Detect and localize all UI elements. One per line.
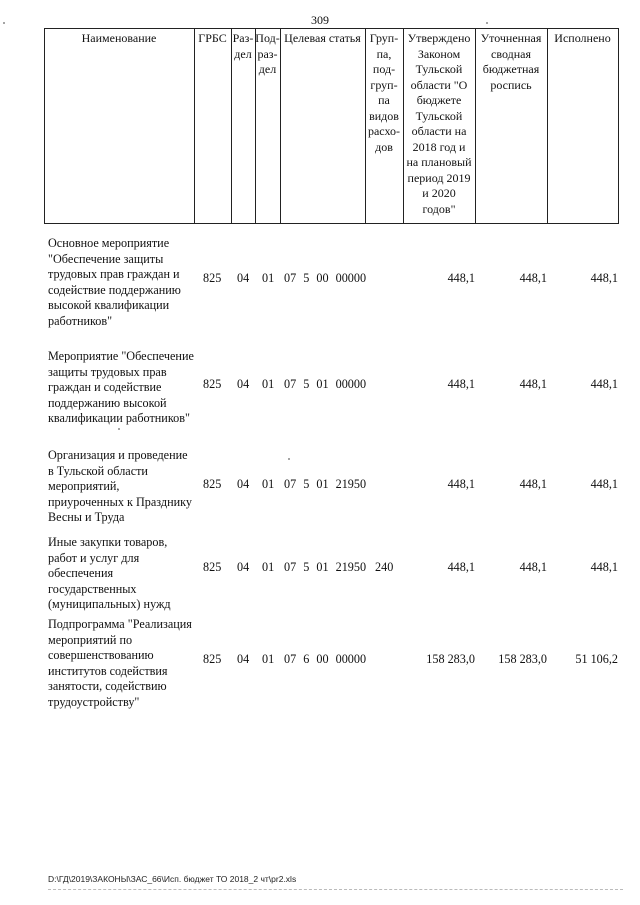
header-vr-line: Груп- xyxy=(369,31,399,45)
header-refined-line: Уточненная xyxy=(480,31,542,45)
row-executed: 51 106,2 xyxy=(575,652,618,666)
row-grbs: 825 xyxy=(203,652,222,666)
row-grbs: 825 xyxy=(203,560,222,574)
row-vr: 240 xyxy=(375,560,394,574)
row-name xyxy=(48,448,198,526)
header-vr xyxy=(365,31,403,155)
row-target: 07 5 01 21950 xyxy=(284,477,367,491)
header-podrazdel xyxy=(255,31,280,78)
row-refined: 448,1 xyxy=(519,477,547,491)
row-name-line: высокой квалификации xyxy=(48,298,170,313)
row-name-line: совершенствованию xyxy=(48,648,154,663)
row-name-line: трудоустройству" xyxy=(48,694,140,709)
header-vr-line: под- xyxy=(372,62,396,76)
header-refined xyxy=(475,31,547,93)
header-vr-line: расхо- xyxy=(367,124,401,138)
col-divider xyxy=(280,28,281,224)
header-approved-line: области на xyxy=(411,124,467,138)
header-approved-line: Тульской xyxy=(415,108,463,123)
row-target: 07 5 01 00000 xyxy=(284,377,367,391)
header-approved-line: и 2020 xyxy=(422,186,456,200)
row-name-line: (муниципальных) нужд xyxy=(48,597,171,612)
row-razdel: 04 xyxy=(237,377,250,391)
row-grbs: 825 xyxy=(203,271,222,285)
row-name-line: содействие поддержанию xyxy=(48,282,181,297)
row-name-line: Весны и Труда xyxy=(48,510,125,525)
row-name xyxy=(48,617,198,711)
header-vr-line: па xyxy=(378,93,390,107)
header-razdel-line: дел xyxy=(234,46,252,61)
row-name-line: мероприятий по xyxy=(48,632,133,647)
header-razdel-line: Раз- xyxy=(232,31,254,45)
row-name-line: работ и услуг для xyxy=(48,550,140,565)
row-podrazdel: 01 xyxy=(262,377,275,391)
row-razdel: 04 xyxy=(237,271,250,285)
page-number: 309 xyxy=(311,13,329,27)
header-approved-line: годов" xyxy=(422,201,456,216)
col-divider xyxy=(44,28,45,224)
row-target: 07 6 00 00000 xyxy=(284,652,367,666)
header-approved-line: 2018 год и xyxy=(412,139,466,154)
scan-speck xyxy=(118,428,120,430)
header-executed: Исполнено xyxy=(554,31,611,45)
row-approved: 448,1 xyxy=(447,560,475,574)
row-name-line: трудовых прав граждан и xyxy=(48,267,180,282)
scan-speck xyxy=(3,22,5,24)
header-approved-line: период 2019 xyxy=(407,170,471,185)
row-name-line: мероприятий, xyxy=(48,479,120,494)
row-name-line: занятости, содействию xyxy=(48,679,167,694)
row-approved: 448,1 xyxy=(447,271,475,285)
footer-divider xyxy=(48,889,623,890)
header-grbs: ГРБС xyxy=(198,31,227,45)
header-podrazdel-line: дел xyxy=(258,62,277,76)
header-target: Целевая статья xyxy=(284,31,361,45)
table-header xyxy=(44,28,619,224)
row-name xyxy=(48,535,198,613)
row-name-line: Мероприятие "Обеспечение xyxy=(48,349,194,363)
header-bottom-border xyxy=(44,223,619,224)
row-podrazdel: 01 xyxy=(262,652,275,666)
row-podrazdel: 01 xyxy=(262,477,275,491)
row-executed: 448,1 xyxy=(590,477,618,491)
header-vr-line: па, xyxy=(376,46,392,61)
row-name-line: Подпрограмма "Реализация xyxy=(48,617,192,631)
row-name-line: в Тульской области xyxy=(48,463,148,478)
row-target: 07 5 01 21950 xyxy=(284,560,367,574)
row-executed: 448,1 xyxy=(590,560,618,574)
row-refined: 448,1 xyxy=(519,560,547,574)
header-approved-line: Тульской xyxy=(415,62,463,76)
row-name xyxy=(48,349,198,427)
header-vr-line: дов xyxy=(375,139,393,154)
header-podrazdel-line: раз- xyxy=(257,46,278,61)
row-name-line: граждан и содействие xyxy=(48,380,162,395)
row-name-line: защиты трудовых прав xyxy=(48,364,167,379)
row-name-line: обеспечения xyxy=(48,566,114,581)
header-approved-line: бюджете xyxy=(416,93,462,107)
header-podrazdel-line: Под- xyxy=(255,31,280,45)
header-vr-line: груп- xyxy=(370,77,398,92)
row-executed: 448,1 xyxy=(590,271,618,285)
row-name-line: Основное мероприятие xyxy=(48,236,170,250)
row-podrazdel: 01 xyxy=(262,560,275,574)
row-grbs: 825 xyxy=(203,377,222,391)
header-approved xyxy=(403,31,475,217)
row-name-line: институтов содействия xyxy=(48,663,168,678)
row-approved: 448,1 xyxy=(447,377,475,391)
row-razdel: 04 xyxy=(237,652,250,666)
row-name-line: "Обеспечение защиты xyxy=(48,251,164,266)
header-refined-line: бюджетная xyxy=(482,62,540,76)
header-approved-line: области "О xyxy=(410,77,468,92)
header-approved-line: Законом xyxy=(417,46,461,61)
row-name xyxy=(48,236,198,330)
row-name-line: Организация и проведение xyxy=(48,448,188,462)
header-name: Наименование xyxy=(81,31,157,45)
header-vr-line: видов xyxy=(369,108,399,123)
row-target: 07 5 00 00000 xyxy=(284,271,367,285)
row-name-line: Иные закупки товаров, xyxy=(48,535,168,549)
scan-speck xyxy=(288,458,290,460)
header-razdel xyxy=(231,31,255,62)
scan-speck xyxy=(486,22,488,24)
footer-file-path: D:\ГД\2019\ЗАКОНЫ\ЗАС_66\Исп. бюджет ТО 2018_2 чт\pr2.xls xyxy=(48,874,297,884)
row-executed: 448,1 xyxy=(590,377,618,391)
header-refined-line: роспись xyxy=(490,77,532,92)
row-podrazdel: 01 xyxy=(262,271,275,285)
row-approved: 158 283,0 xyxy=(426,652,475,666)
row-name-line: квалификации работников" xyxy=(48,411,190,426)
row-razdel: 04 xyxy=(237,560,250,574)
row-refined: 448,1 xyxy=(519,271,547,285)
row-razdel: 04 xyxy=(237,477,250,491)
row-refined: 158 283,0 xyxy=(498,652,547,666)
col-divider xyxy=(618,28,619,224)
row-name-line: поддержанию высокой xyxy=(48,395,167,410)
row-name-line: работников" xyxy=(48,313,113,328)
row-name-line: приуроченных к Празднику xyxy=(48,494,192,509)
header-top-border xyxy=(44,28,619,29)
header-approved-line: на плановый xyxy=(406,155,472,169)
row-approved: 448,1 xyxy=(447,477,475,491)
row-grbs: 825 xyxy=(203,477,222,491)
row-name-line: государственных xyxy=(48,581,137,596)
col-divider xyxy=(547,28,548,224)
row-refined: 448,1 xyxy=(519,377,547,391)
col-divider xyxy=(194,28,195,224)
header-refined-line: сводная xyxy=(491,46,531,61)
header-approved-line: Утверждено xyxy=(407,31,471,45)
